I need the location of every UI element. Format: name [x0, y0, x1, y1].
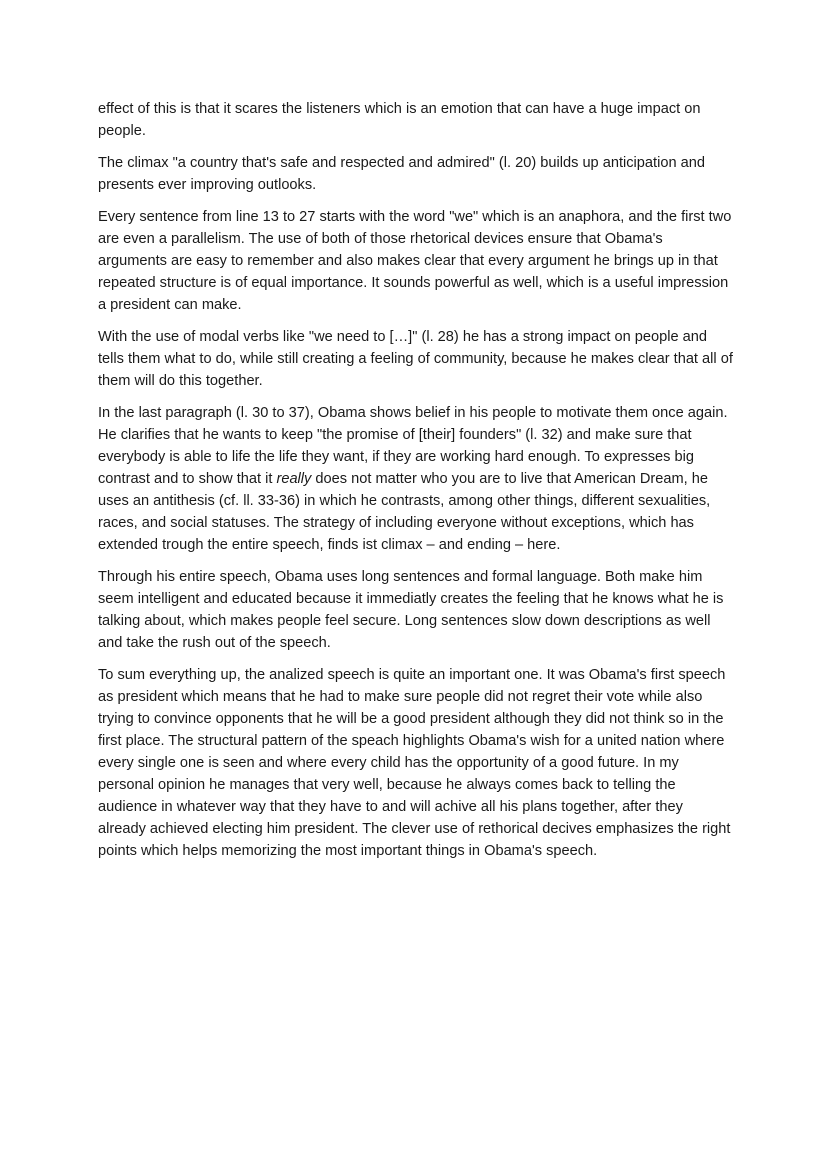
paragraph-text-part: does not matter who you are to live that American Dream, he uses an antithesis (cf. ll. 33-36) in which he contrasts, among other things, different sexualities, races, and social statuses. The strategy of including everyone without exceptions, which has extended trough the entire speech, finds ist climax – and ending – here. — [98, 471, 711, 553]
document-body — [98, 98, 734, 872]
paragraph-sentence-style: Through his entire speech, Obama uses long sentences and formal language. Both make him seem intelligent and educated because it immediatly creates the feeling that he knows what he is talking about, which makes people feel secure. Long sentences slow down descriptions as well and take the rush out of the speech. — [98, 569, 724, 651]
paragraph-climax: The climax "a country that's safe and respected and admired" (l. 20) builds up anticipation and presents ever improving outlooks. — [98, 155, 705, 193]
paragraph-modal-verbs: With the use of modal verbs like "we need to […]" (l. 28) he has a strong impact on people and tells them what to do, while still creating a feeling of community, because he makes clear that all of them will do this together. — [98, 329, 733, 389]
paragraph-fear-effect: effect of this is that it scares the listeners which is an emotion that can have a huge impact on people. — [98, 101, 701, 139]
paragraph-text-part: In the last paragraph (l. 30 to 37), Obama shows belief in his people to motivate them once again. He clarifies that he wants to keep "the promise of [their] founders" (l. 32) and make sure that everybody is able to life the life they want, if they are working hard enough. To expresses big contrast and to show that it — [98, 405, 728, 487]
paragraph-anaphora: Every sentence from line 13 to 27 starts with the word "we" which is an anaphora, and the first two are even a parallelism. The use of both of those rhetorical devices ensure that Obama's arguments are easy to remember and also makes clear that every argument he brings up in that repeated structure is of equal importance. It sounds powerful as well, which is a useful impression a president can make. — [98, 209, 732, 313]
emphasis-text: really — [276, 471, 312, 487]
paragraph-last-paragraph-analysis — [98, 402, 734, 556]
paragraph-conclusion: To sum everything up, the analized speech is quite an important one. It was Obama's first speech as president which means that he had to make sure people did not regret their vote while also trying to convince opponents that he will be a good president although they did not think so in the first place. The structural pattern of the speach highlights Obama's wish for a united nation where every single one is seen and where every child has the opportunity of a good future. In my personal opinion he manages that very well, because he always comes back to telling the audience in whatever way that they have to and will achive all his plans together, after they already achieved electing him president. The clever use of rethorical decives emphasizes the right points which helps memorizing the most important things in Obama's speech. — [98, 667, 731, 859]
